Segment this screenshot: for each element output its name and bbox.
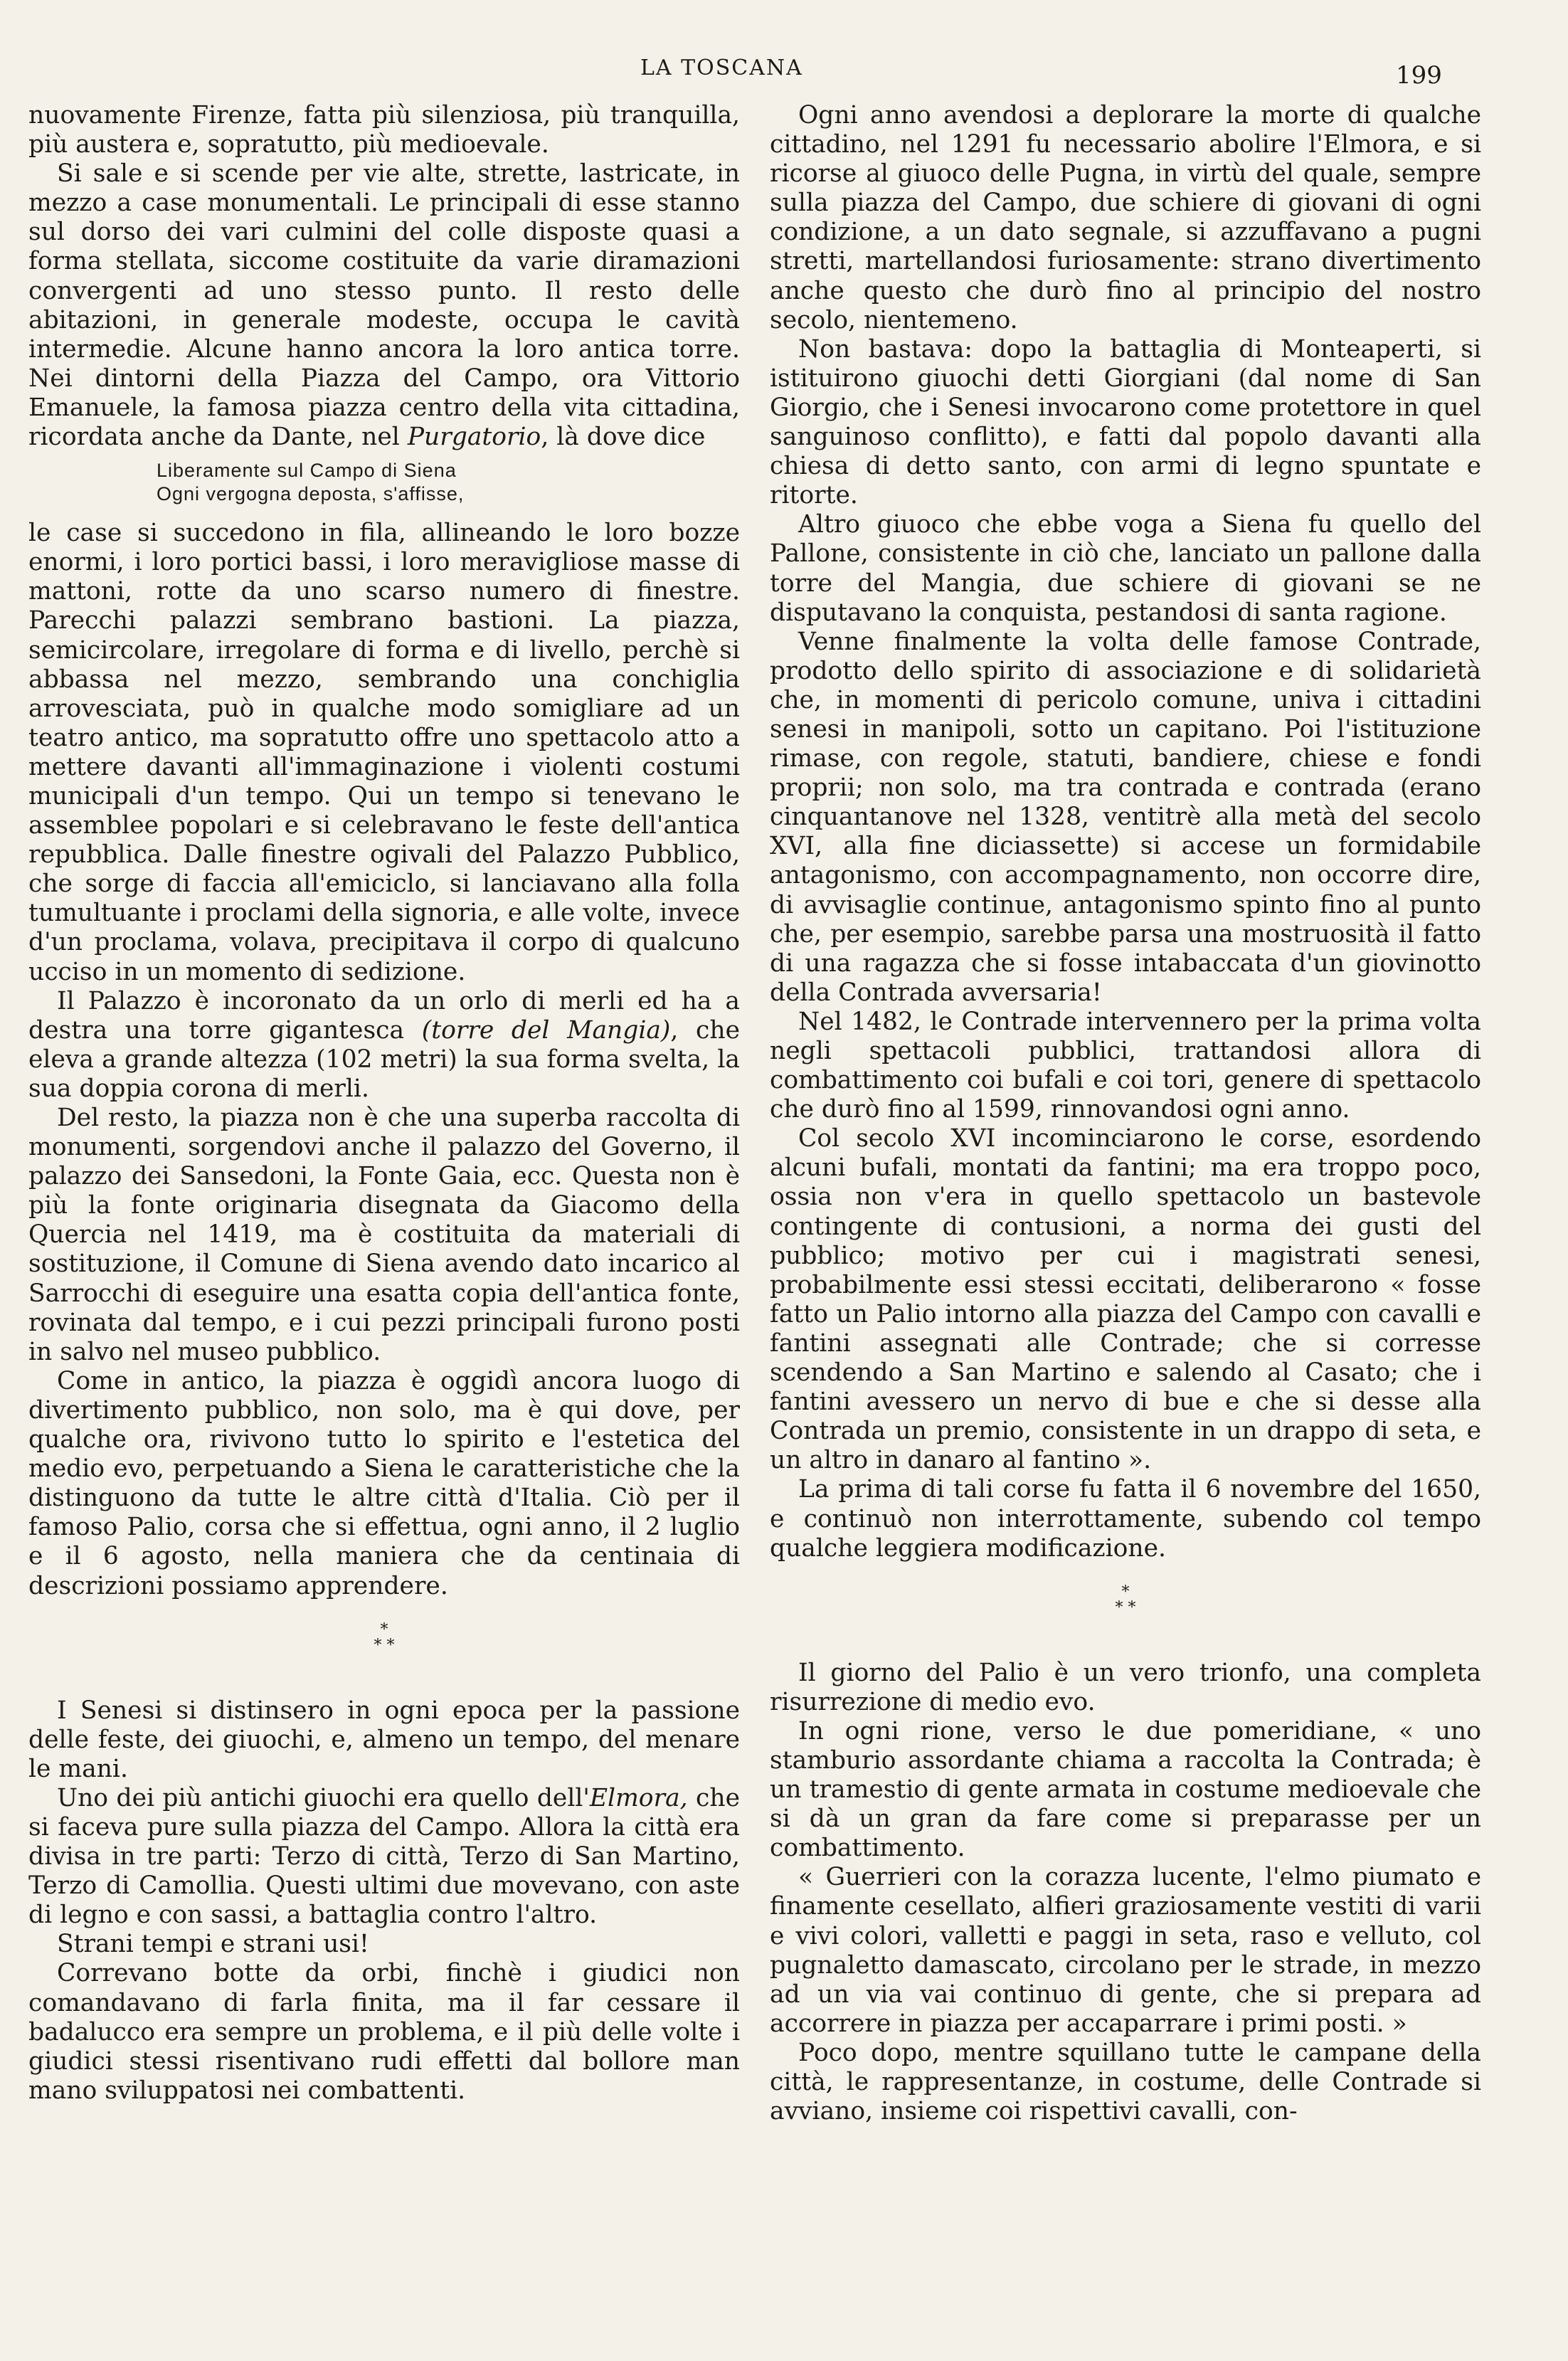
paragraph: La prima di tali corse fu fatta il 6 novembre del 1650, e continuò non interrottamente, subendo col tempo qualche leggiera modificazione. bbox=[770, 1475, 1481, 1563]
paragraph: Nel 1482, le Contrade intervennero per la prima volta negli spettacoli pubblici, trattandosi allora di combattimento coi bufali e coi tori, genere di spettacolo che durò fino al 1599, rinnovandosi ogni anno. bbox=[770, 1007, 1481, 1124]
paragraph: Come in antico, la piazza è oggidì ancora luogo di divertimento pubblico, non solo, ma è qui dove, per qualche ora, rivivono tutto lo spirito e l'estetica del medio evo, perpetuando a Siena le caratteristiche che la distinguono da tutte le altre città d'Italia. Ciò per il famoso Palio, corsa che si effettua, ogni anno, il 2 luglio e il 6 agosto, nella maniera che da centinaia di descrizioni possiamo apprendere. bbox=[28, 1366, 740, 1600]
paragraph: Venne finalmente la volta delle famose Contrade, prodotto dello spirito di associazione e di solidarietà che, in momenti di pericolo comune, univa i cittadini senesi in manipoli, sotto un capitano. Poi l'istituzione rimase, con regole, statuti, bandiere, chiese e fondi proprii; non solo, ma tra contrada e contrada (erano cinquantanove nel 1328, ventitrè alla metà del secolo XVI, alla fine diciassette) si accese un formidabile antagonismo, con accompagnamento, non occorre dire, di avvisaglie continue, antagonismo spinto fino al punto che, per esempio, sarebbe parsa una mostruosità il fatto di una ragazza che si fosse intabaccata d'un giovinotto della Contrada avversaria! bbox=[770, 627, 1481, 1007]
paragraph: Correvano botte da orbi, finchè i giudici non comandavano di farla finita, ma il far cessare il badalucco era sempre un problema, e il più delle volte i giudici stessi risentivano rudi effetti dal bollore man mano sviluppatosi nei combattenti. bbox=[28, 1959, 740, 2105]
paragraph: « Guerrieri con la corazza lucente, l'elmo piumato e finamente cesellato, alfieri graziosamente vestiti di varii e vivi colori, valletti e paggi in seta, raso e velluto, col pugnaletto damascato, circolano per le strade, in mezzo ad un via vai continuo di gente, che si prepara ad accorrere in piazza per accaparrare i primi posti. » bbox=[770, 1863, 1481, 2038]
verse-line: Ogni vergogna deposta, s'affisse, bbox=[157, 483, 465, 505]
section-separator: * * * bbox=[1115, 1583, 1136, 1617]
paragraph: Poco dopo, mentre squillano tutte le campane della città, le rappresentanze, in costume, delle Contrade si avviano, insieme coi rispettivi cavalli, con- bbox=[770, 2038, 1481, 2126]
paragraph: Il Palazzo è incoronato da un orlo di merli ed ha a destra una torre gigantesca (torre del Mangia), che eleva a grande altezza (102 metri) la sua forma svelta, la sua doppia corona di merli. bbox=[28, 986, 740, 1103]
tower-name: (torre del Mangia) bbox=[421, 1015, 671, 1045]
paragraph: nuovamente Firenze, fatta più silenziosa, più tranquilla, più austera e, sopratutto, più medioevale. bbox=[28, 101, 740, 159]
paragraph: le case si succedono in fila, allineando le loro bozze enormi, i loro portici bassi, i loro meravigliose masse di mattoni, rotte da uno scarso numero di finestre. Parecchi palazzi sembrano bastioni. La piazza, semicircolare, irregolare di forma e di livello, perchè si abbassa nel mezzo, sembrando una conchiglia arrovesciata, può in qualche modo somigliare ad un teatro antico, ma sopratutto offre uno spettacolo atto a mettere davanti all'immaginazione i violenti costumi municipali d'un tempo. Qui un tempo si tenevano le assemblee popolari e si celebravano le feste dell'antica repubblica. Dalle finestre ogivali del Palazzo Pubblico, che sorge di faccia all'emiciclo, si lanciavano alla folla tumultuante i proclami della signoria, e alle volte, invece d'un proclama, volava, precipitava il corpo di qualcuno ucciso in un momento di sedizione. bbox=[28, 519, 740, 986]
paragraph: I Senesi si distinsero in ogni epoca per la passione delle feste, dei giuochi, e, almeno un tempo, del menare le mani. bbox=[28, 1696, 740, 1783]
paragraph: Il giorno del Palio è un vero trionfo, una completa risurrezione di medio evo. bbox=[770, 1658, 1481, 1716]
verse-quotation bbox=[157, 459, 740, 506]
paragraph: Ogni anno avendosi a deplorare la morte di qualche cittadino, nel 1291 fu necessario abolire l'Elmora, e si ricorse al giuoco delle Pugna, in virtù del quale, sempre sulla piazza del Campo, due schiere di giovani di ogni condizione, a un dato segnale, si azzuffavano a pugni stretti, martellandosi furiosamente: strano divertimento anche questo che durò fino al principio del nostro secolo, nientemeno. bbox=[770, 101, 1481, 334]
paragraph: Si sale e si scende per vie alte, strette, lastricate, in mezzo a case monumentali. Le principali di esse stanno sul dorso dei vari culmini del colle disposte quasi a forma stellata, siccome costituite da varie diramazioni convergenti ad uno stesso punto. Il resto delle abitazioni, in generale modeste, occupa le cavità intermedie. Alcune hanno ancora la loro antica torre. Nei dintorni della Piazza del Campo, ora Vittorio Emanuele, la famosa piazza centro della vita cittadina, ricordata anche da Dante, nel Purgatorio, là dove dice bbox=[28, 159, 740, 452]
paragraph: Uno dei più antichi giuochi era quello dell'Elmora, che si faceva pure sulla piazza del Campo. Allora la città era divisa in tre parti: Terzo di città, Terzo di San Martino, Terzo di Camollia. Questi ultimi due movevano, con aste di legno e con sassi, a battaglia contro l'altro. bbox=[28, 1783, 740, 1930]
paragraph: Altro giuoco che ebbe voga a Siena fu quello del Pallone, consistente in ciò che, lanciato un pallone dalla torre del Mangia, due schiere di giovani se ne disputavano la conquista, pestandosi di santa ragione. bbox=[770, 510, 1481, 627]
game-name: Elmora, bbox=[589, 1783, 688, 1812]
right-column bbox=[770, 101, 1481, 2126]
left-column bbox=[28, 101, 740, 2106]
page-number: 199 bbox=[1396, 61, 1442, 90]
paragraph: Strani tempi e strani usi! bbox=[57, 1930, 369, 1959]
work-title: Purgatorio bbox=[407, 423, 541, 452]
paragraph: Non bastava: dopo la battaglia di Monteaperti, si istituirono giuochi detti Giorgiani (dal nome di San Giorgio, che i Senesi invocarono come protettore in quel sanguinoso conflitto), e fatti dal popolo davanti alla chiesa di detto santo, con armi di legno spuntate e ritorte. bbox=[770, 334, 1481, 510]
paragraph: Col secolo XVI incominciarono le corse, esordendo alcuni bufali, montati da fantini; ma era troppo poco, ossia non v'era in quello spettacolo un bastevole contingente di contusioni, a norma dei gusti del pubblico; motivo per cui i magistrati senesi, probabilmente essi stessi eccitati, deliberarono « fosse fatto un Palio intorno alla piazza del Campo con cavalli e fantini assegnati alle Contrade; che si corresse scendendo a San Martino e salendo al Casato; che i fantini avessero un nervo di bue e che si desse alla Contrada un premio, consistente in un drappo di seta, e un altro in danaro al fantino ». bbox=[770, 1124, 1481, 1475]
section-separator: * * * bbox=[374, 1620, 395, 1654]
paragraph: In ogni rione, verso le due pomeridiane, « uno stamburio assordante chiama a raccolta la Contrada; è un tramestio di gente armata in costume medioevale che si dà un gran da fare come si preparasse per un combattimento. bbox=[770, 1716, 1481, 1863]
running-head: LA TOSCANA bbox=[640, 56, 803, 80]
verse-line: Liberamente sul Campo di Siena bbox=[157, 460, 457, 482]
paragraph: Del resto, la piazza non è che una superba raccolta di monumenti, sorgendovi anche il palazzo del Governo, il palazzo dei Sansedoni, la Fonte Gaia, ecc. Questa non è più la fonte originaria disegnata da Giacomo della Quercia nel 1419, ma è costituita da materiali di sostituzione, il Comune di Siena avendo dato incarico al Sarrocchi di eseguire una esatta copia dell'antica fonte, rovinata dal tempo, e i cui pezzi principali furono posti in salvo nel museo pubblico. bbox=[28, 1104, 740, 1366]
